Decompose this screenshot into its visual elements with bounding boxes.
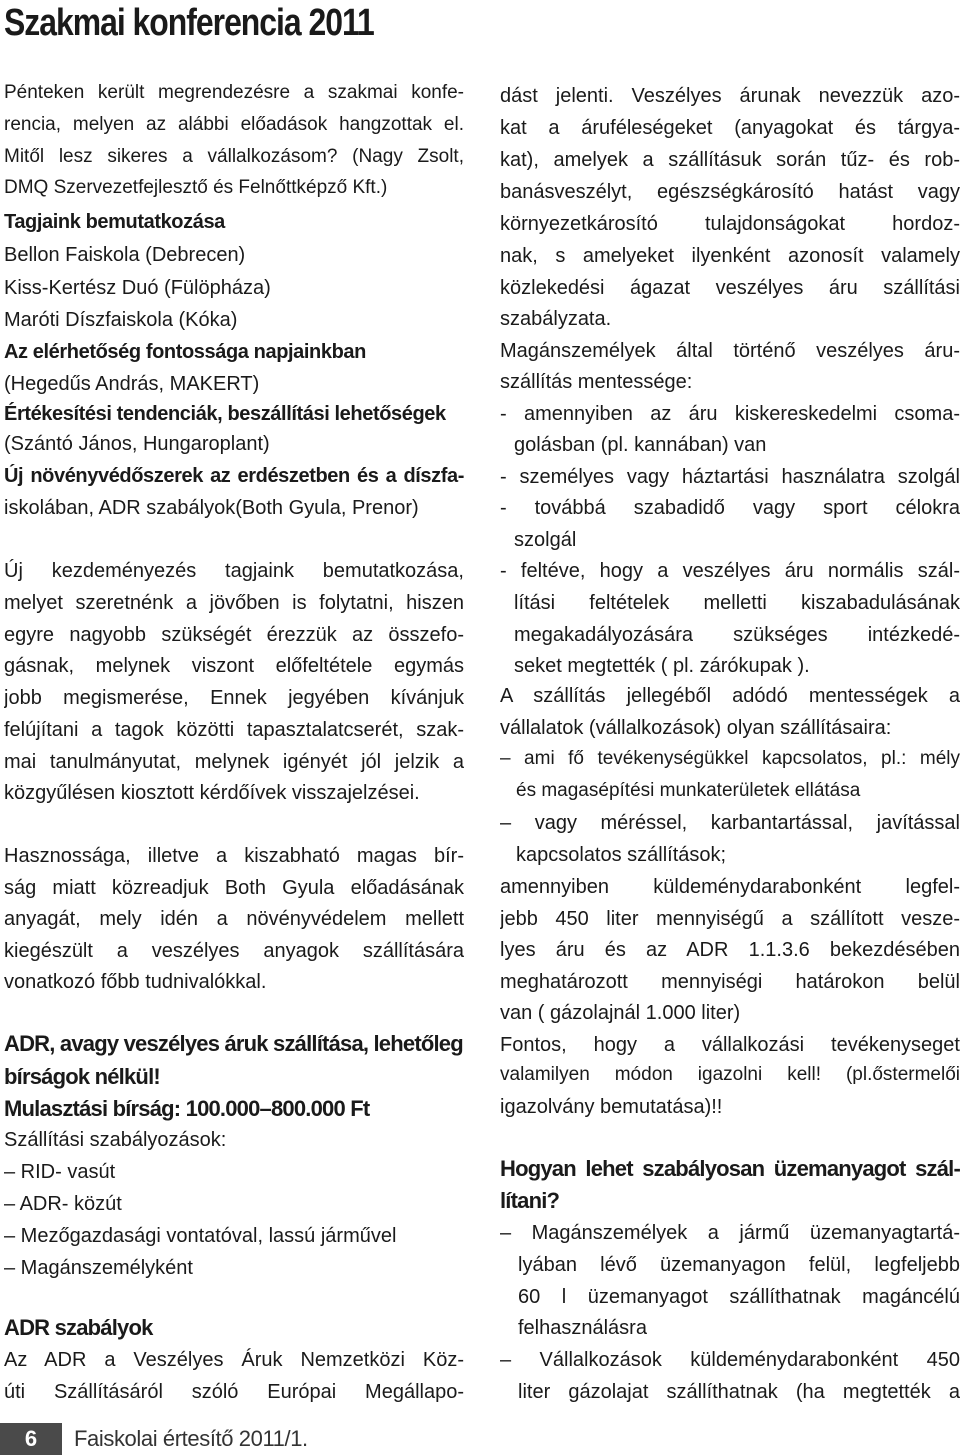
left-text-line xyxy=(4,623,464,647)
text-line-content: vonatkozó főbb tudnivalókkal. xyxy=(4,971,267,993)
text-line-content: úti Szállításáról szóló Európai Megállapo- xyxy=(4,1381,464,1403)
text-line-content: 60 l üzemanyagot szállíthatnak magáncélú xyxy=(518,1286,960,1308)
text-line-content: gásnak, melynek viszont előfeltétele egymás xyxy=(4,655,464,677)
text-line-content: nak, s amelyeket ilyenként azonosít valamely xyxy=(500,245,960,267)
left-text-line xyxy=(4,718,464,742)
left-text-line xyxy=(4,591,464,615)
right-text-line xyxy=(518,1253,960,1277)
text-line-content: jobb megismerése, Ennek jegyében kívánjuk xyxy=(4,687,464,709)
text-line-content: (Hegedűs András, MAKERT) xyxy=(4,373,260,395)
left-text-line xyxy=(4,1224,464,1248)
text-line-content: Értékesítési tendenciák, beszállítási lehetőségek xyxy=(4,403,446,425)
text-line-content: seket megtették ( pl. zárókupak ). xyxy=(514,655,810,677)
text-line-content: lítási feltételek melletti kiszabadulásának xyxy=(514,592,960,614)
text-line-content: Magánszemélyek által történő veszélyes áru- xyxy=(500,340,960,362)
left-text-line xyxy=(4,939,464,963)
text-line-content: – Magánszemélyként xyxy=(4,1257,193,1279)
text-line-content: – vagy méréssel, karbantartással, javítással xyxy=(500,812,960,834)
text-line-content: szolgál xyxy=(514,529,577,551)
right-text-line xyxy=(500,212,960,236)
text-line-content: – Vállalkozások küldeménydarabonként 450 xyxy=(500,1349,960,1371)
right-text-line xyxy=(514,528,960,552)
text-line-content: mai tanulmányutat, melynek igényét jól jelzik a xyxy=(4,751,464,773)
text-line-content: Az elérhetőség fontossága napjainkban xyxy=(4,341,366,363)
left-text-line xyxy=(4,1314,464,1342)
left-text-line xyxy=(4,402,464,426)
left-text-line xyxy=(4,1030,464,1058)
left-text-line xyxy=(4,654,464,678)
right-text-line xyxy=(500,748,960,770)
text-line-content: lítani? xyxy=(500,1188,560,1213)
left-text-line xyxy=(4,686,464,710)
text-line-content: (Szántó János, Hungaroplant) xyxy=(4,433,270,455)
right-text-line xyxy=(500,559,960,583)
left-text-line xyxy=(4,177,464,199)
text-line-content: golásban (pl. kannában) van xyxy=(514,434,767,456)
text-line-content: liter gázolajat szállíthatnak (ha megtették a xyxy=(518,1381,960,1403)
left-text-line xyxy=(4,114,464,136)
left-text-line xyxy=(4,276,464,300)
text-line-content: kiegészült a veszélyes anyagok szállítására xyxy=(4,940,464,962)
left-text-line xyxy=(4,1160,464,1184)
text-line-content: iskolában, ADR szabályok(Both Gyula, Prenor) xyxy=(4,497,419,519)
text-line-content: anyagát, mely idén a növényvédelem mellett xyxy=(4,908,464,930)
left-text-line xyxy=(4,844,464,868)
right-text-line xyxy=(518,1316,960,1340)
text-line-content: Szállítási szabályozások: xyxy=(4,1129,227,1151)
text-line-content: felhasználásra xyxy=(518,1317,647,1339)
right-text-line xyxy=(500,684,960,708)
text-line-content: – Mezőgazdasági vontatóval, lassú járművel xyxy=(4,1225,397,1247)
text-line-content: kat), amelyek a szállításuk során tűz- és rob- xyxy=(500,149,960,171)
right-text-line xyxy=(500,1221,960,1245)
left-text-line xyxy=(4,1063,464,1091)
text-line-content: Pénteken került megrendezésre a szakmai konfe- xyxy=(4,82,464,103)
text-line-content: DMQ Szervezetfejlesztő és Felnőttképző Kft.) xyxy=(4,177,388,198)
right-text-line xyxy=(516,843,960,867)
text-line-content: A szállítás jellegéből adódó mentességek a xyxy=(500,685,960,707)
text-line-content: jebb 450 liter mennyiségű a szállított vesze- xyxy=(500,908,960,930)
text-line-content: – RID- vasút xyxy=(4,1161,116,1183)
left-text-line xyxy=(4,907,464,931)
right-text-line xyxy=(500,496,960,520)
right-text-line xyxy=(500,907,960,931)
right-text-line xyxy=(514,654,960,678)
text-line-content: lyes áru és az ADR 1.1.3.6 bekezdésében xyxy=(500,939,960,961)
text-line-content: közlekedési ágazat veszélyes áru szállítási xyxy=(500,277,960,299)
text-line-content: meghatározott mennyiségi határokon belül xyxy=(500,971,960,993)
text-line-content: és magasépítési munkaterületek ellátása xyxy=(516,780,861,801)
left-text-line xyxy=(4,781,464,805)
text-line-content: – ami fő tevékenységükkel kapcsolatos, pl.: mély xyxy=(500,748,960,769)
right-text-line xyxy=(500,402,960,426)
text-line-content: Hogyan lehet szabályosan üzemanyagot szál- xyxy=(500,1156,960,1181)
text-line-content: közgyűlésen kiosztott kérdőívek visszajelzései. xyxy=(4,782,420,804)
text-line-content: – Magánszemélyek a jármű üzemanyagtartá- xyxy=(500,1222,960,1244)
page-title: Szakmai konferencia 2011 xyxy=(4,2,374,44)
left-text-line xyxy=(4,464,464,488)
left-text-line xyxy=(4,1256,464,1280)
text-line-content: felújítani a tagok közötti tapasztalatcserét, szak- xyxy=(4,719,464,741)
text-line-content: Az ADR a Veszélyes Áruk Nemzetközi Köz- xyxy=(4,1349,464,1371)
text-line-content: szállítás mentessége: xyxy=(500,371,693,393)
left-text-line xyxy=(4,146,464,168)
text-line-content: Hasznossága, illetve a kiszabható magas bír- xyxy=(4,845,464,867)
text-line-content: Új kezdeményezés tagjaink bemutatkozása, xyxy=(4,560,464,582)
right-text-line xyxy=(514,591,960,615)
right-text-line xyxy=(516,780,960,802)
right-text-line xyxy=(518,1380,960,1404)
left-text-line xyxy=(4,970,464,994)
right-text-line xyxy=(500,938,960,962)
text-line-content: vállalatok (vállalkozások) olyan szállításaira: xyxy=(500,717,892,739)
text-line-content: valamilyen módon igazolni kell! (pl.őstermelői xyxy=(500,1064,960,1085)
right-text-line xyxy=(500,148,960,172)
text-line-content: megakadályozására szükséges intézkedé- xyxy=(514,624,960,646)
text-line-content: kat a áruféleségeket (anyagokat és tárgya- xyxy=(500,117,960,139)
text-line-content: rencia, melyen az alábbi előadások hangzottak el. xyxy=(4,114,464,135)
text-line-content: van ( gázolajnál 1.000 liter) xyxy=(500,1002,741,1024)
right-text-line xyxy=(500,180,960,204)
right-text-line xyxy=(500,84,960,108)
right-text-line xyxy=(500,811,960,835)
left-text-line xyxy=(4,876,464,900)
right-text-line xyxy=(500,307,960,331)
publication-name: Faiskolai értesítő 2011/1. xyxy=(74,1426,308,1451)
left-text-line xyxy=(4,340,464,364)
text-line-content: kapcsolatos szállítások; xyxy=(516,844,727,866)
page-number: 6 xyxy=(0,1423,62,1455)
text-line-content: Bellon Faiskola (Debrecen) xyxy=(4,244,246,266)
text-line-content: Mitől lesz sikeres a vállalkozásom? (Nagy Zsolt, xyxy=(4,146,464,167)
left-text-line xyxy=(4,308,464,332)
right-text-line xyxy=(500,1001,960,1025)
right-text-line xyxy=(500,1033,960,1057)
text-line-content: bírságok nélkül! xyxy=(4,1064,160,1089)
text-line-content: ADR, avagy veszélyes áruk szállítása, lehetőleg xyxy=(4,1031,463,1056)
right-text-line xyxy=(514,433,960,457)
text-line-content: lyában lévő üzemanyagon felül, legfeljebb xyxy=(518,1254,960,1276)
text-line-content: - továbbá szabadidő vagy sport célokra xyxy=(500,497,960,519)
text-line-content: – ADR- közút xyxy=(4,1193,122,1215)
text-line-content: Mulasztási bírság: 100.000–800.000 Ft xyxy=(4,1096,370,1121)
right-text-line xyxy=(518,1285,960,1309)
text-line-content: dást jelenti. Veszélyes árunak nevezzük azo- xyxy=(500,85,960,107)
right-column xyxy=(500,0,960,1420)
right-text-line xyxy=(500,875,960,899)
left-text-line xyxy=(4,1128,464,1152)
left-text-line xyxy=(4,1192,464,1216)
text-line-content: Maróti Díszfaiskola (Kóka) xyxy=(4,309,238,331)
text-line-content: ság miatt közreadjuk Both Gyula előadásának xyxy=(4,877,464,899)
left-column xyxy=(4,0,464,1420)
text-line-content: - feltéve, hogy a veszélyes áru normális szál- xyxy=(500,560,960,582)
right-text-line xyxy=(500,1187,960,1215)
page-footer xyxy=(0,1423,400,1455)
text-line-content: melyet szeretnénk a jövőben is folytatni, hiszen xyxy=(4,592,464,614)
right-text-line xyxy=(500,276,960,300)
left-text-line xyxy=(4,372,464,396)
text-line-content: amennyiben küldeménydarabonként legfel- xyxy=(500,876,960,898)
right-text-line xyxy=(500,244,960,268)
text-line-content: Új növényvédőszerek az erdészetben és a díszfa- xyxy=(4,465,464,487)
right-text-line xyxy=(500,1348,960,1372)
right-text-line xyxy=(514,623,960,647)
text-line-content: Kiss-Kertész Duó (Fülöpháza) xyxy=(4,277,271,299)
text-line-content: környezetkárosító tulajdonságokat hordoz- xyxy=(500,213,960,235)
left-text-line xyxy=(4,1095,464,1123)
left-text-line xyxy=(4,496,464,520)
text-line-content: ADR szabályok xyxy=(4,1315,153,1340)
text-line-content: - amennyiben az áru kiskereskedelmi csoma- xyxy=(500,403,960,425)
right-text-line xyxy=(500,716,960,740)
left-text-line xyxy=(4,432,464,456)
right-text-line xyxy=(500,370,960,394)
right-text-line xyxy=(500,1155,960,1183)
text-line-content: - személyes vagy háztartási használatra szolgál xyxy=(500,466,960,488)
text-line-content: Tagjaink bemutatkozása xyxy=(4,211,225,233)
text-line-content: szabályzata. xyxy=(500,308,612,330)
right-text-line xyxy=(500,1095,960,1119)
left-text-line xyxy=(4,1380,464,1404)
right-text-line xyxy=(500,116,960,140)
left-text-line xyxy=(4,82,464,104)
left-text-line xyxy=(4,243,464,267)
right-text-line xyxy=(500,970,960,994)
right-text-line xyxy=(500,339,960,363)
right-text-line xyxy=(500,465,960,489)
text-line-content: igazolvány bemutatása)!! xyxy=(500,1096,723,1118)
left-text-line xyxy=(4,750,464,774)
text-line-content: Fontos, hogy a vállalkozási tevékenyseget xyxy=(500,1034,960,1056)
left-text-line xyxy=(4,210,464,234)
left-text-line xyxy=(4,1348,464,1372)
left-text-line xyxy=(4,559,464,583)
text-line-content: banásveszélyt, egészségkárosító hatást vagy xyxy=(500,181,960,203)
text-line-content: egyre nagyobb szükségét érezzük az összefo- xyxy=(4,624,464,646)
right-text-line xyxy=(500,1064,960,1086)
